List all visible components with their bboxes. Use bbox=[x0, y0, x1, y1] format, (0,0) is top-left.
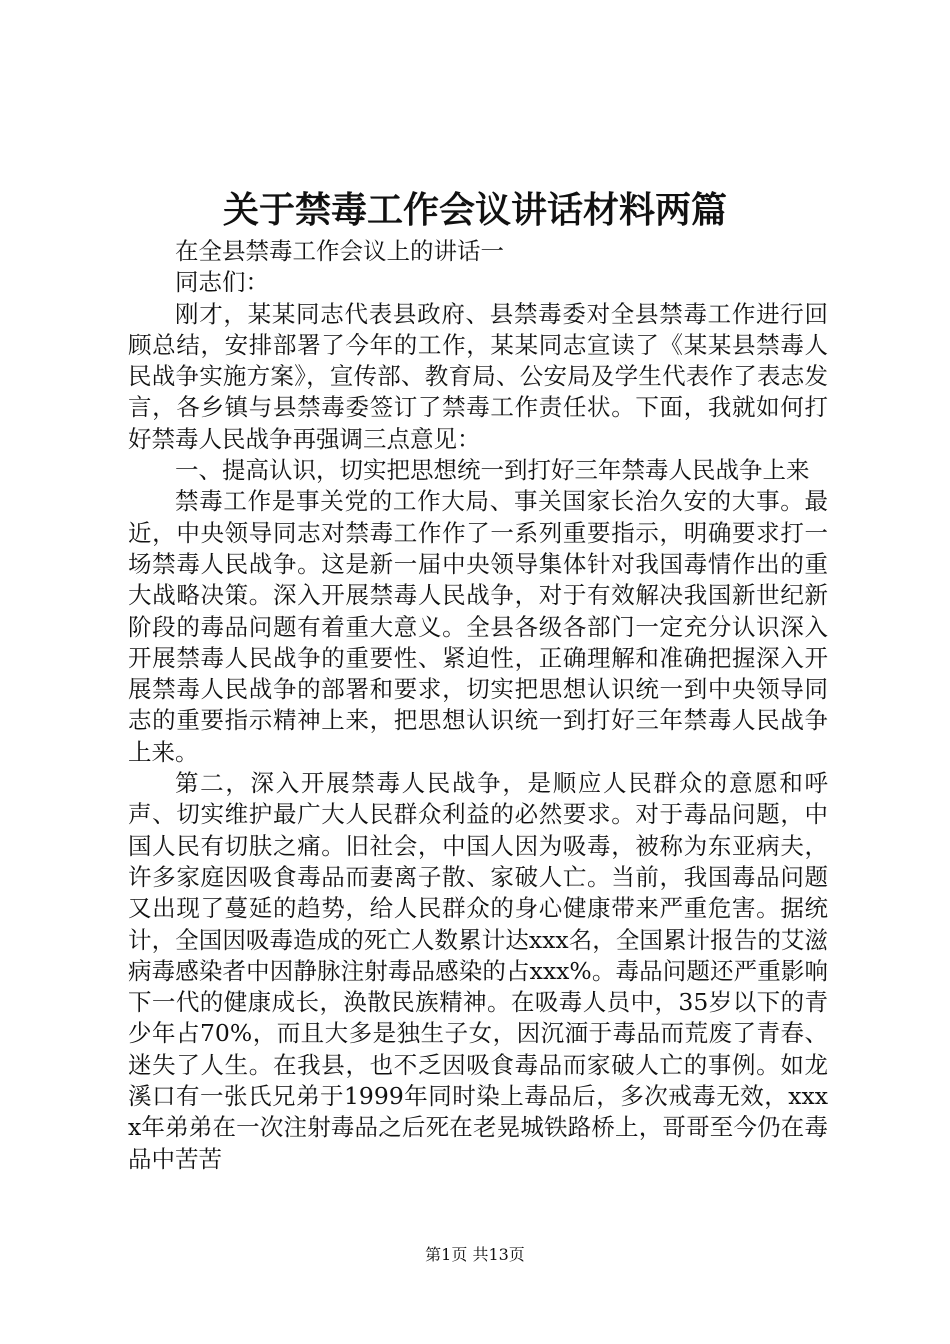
section-heading: 一、提高认识，切实把思想统一到打好三年禁毒人民战争上来 bbox=[175, 456, 810, 485]
body-paragraph: 禁毒工作是事关党的工作大局、事关国家长治久安的大事。最近，中央领导同志对禁毒工作作了一系列重要指示，明确要求打一场禁毒人民战争。这是新一届中央领导集体针对我国毒情作出的重大战略决策。深入开展禁毒人民战争，对于有效解决我国新世纪新阶段的毒品问题有着重大意义。全县各级各部门一定充分认识深入开展禁毒人民战争的重要性、紧迫性，正确理解和准确把握深入开展禁毒人民战争的部署和要求，切实把思想认识统一到中央领导同志的重要指示精神上来，把思想认识统一到打好三年禁毒人民战争上来。 bbox=[128, 487, 828, 766]
salutation: 同志们： bbox=[175, 268, 269, 297]
body-paragraph: 第二，深入开展禁毒人民战争，是顺应人民群众的意愿和呼声、切实维护最广大人民群众利益的必然要求。对于毒品问题，中国人民有切肤之痛。旧社会，中国人因为吸毒，被称为东亚病夫，许多家庭因吸食毒品而妻离子散、家破人亡。当前，我国毒品问题又出现了蔓延的趋势，给人民群众的身心健康带来严重危害。据统计，全国因吸毒造成的死亡人数累计达xxx名，全国累计报告的艾滋病毒感染者中因静脉注射毒品感染的占xxx%。毒品问题还严重影响下一代的健康成长，涣散民族精神。在吸毒人员中，35岁以下的青少年占70%，而且大多是独生子女，因沉湎于毒品而荒废了青春、迷失了人生。在我县，也不乏因吸食毒品而家破人亡的事例。如龙溪口有一张氏兄弟于1999年同时染上毒品后，多次戒毒无效，xxxx年弟弟在一次注射毒品之后死在老晃城铁路桥上，哥哥至今仍在毒品中苦苦 bbox=[128, 769, 828, 1173]
document-title: 关于禁毒工作会议讲话材料两篇 bbox=[222, 189, 727, 231]
document-body bbox=[128, 236, 828, 1175]
page-number-footer: 第1页 共13页 bbox=[425, 1245, 525, 1264]
speech-subtitle: 在全县禁毒工作会议上的讲话一 bbox=[175, 237, 504, 265]
body-paragraph: 刚才，某某同志代表县政府、县禁毒委对全县禁毒工作进行回顾总结，安排部署了今年的工作，某某同志宣读了《某某县禁毒人民战争实施方案》，宣传部、教育局、公安局及学生代表作了表志发言，各乡镇与县禁毒委签订了禁毒工作责任状。下面，我就如何打好禁毒人民战争再强调三点意见： bbox=[128, 299, 828, 453]
